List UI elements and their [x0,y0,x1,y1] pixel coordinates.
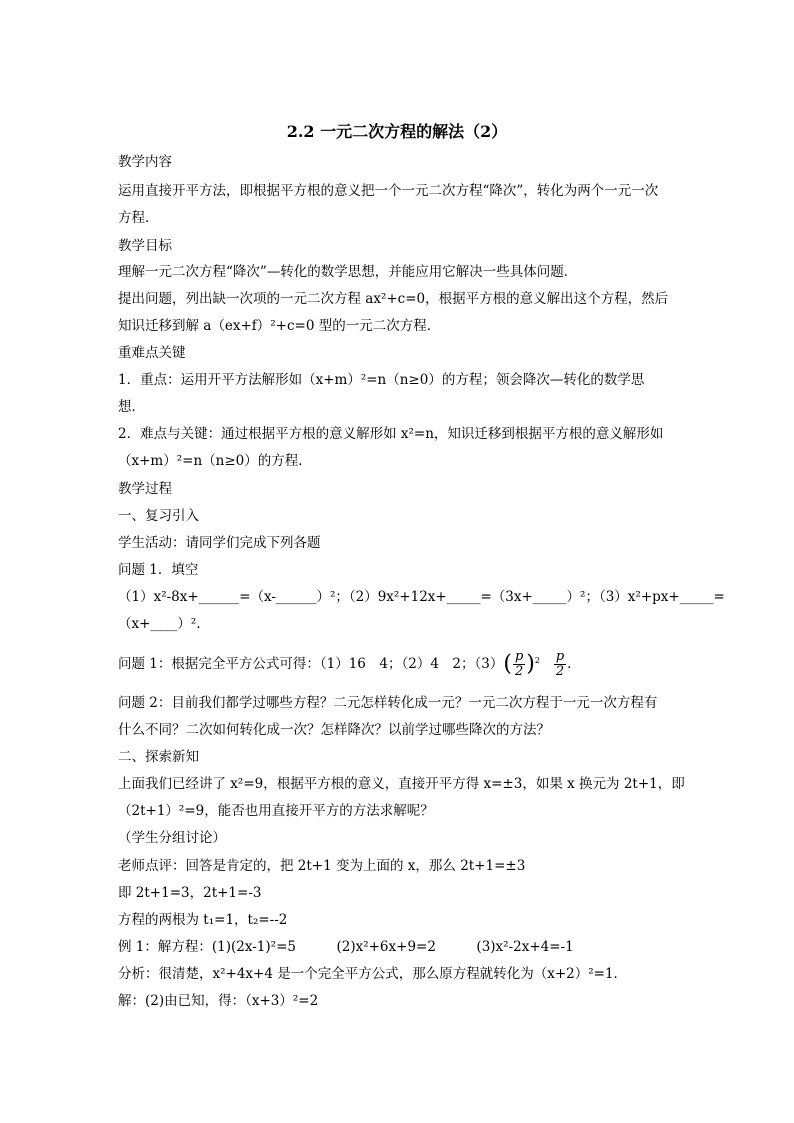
text-line: 例 1：解方程：(1)(2x-1)²=5 (2)x²+6x+9=2 (3)x²-2x+4=-1 [118,939,574,955]
fraction-p-over-2: $\frac{p}{2}$ [514,649,524,679]
text-line: 即 2t+1=3，2t+1=-3 [118,885,262,901]
heading-process: 教学过程 [118,481,172,497]
text-line: 解：(2)由已知，得：（x+3）²=2 [118,993,319,1009]
text-line: 提出问题，列出缺一次项的一元二次方程 ax²+c=0，根据平方根的意义解出这个方程，然后 [118,291,669,307]
text-line: 方程的两根为 t₁=1，t₂=--2 [118,912,288,928]
heading-goals: 教学目标 [118,238,172,254]
text-line: （2t+1）²=9，能否也用直接开平方的方法求解呢？ [118,803,434,819]
text-line: （学生分组讨论） [118,830,226,846]
answer-line: 问题 1：根据完全平方公式可得：（1）16 4；（2）4 2；（3）( $\frac{p}{2}$ )$^2$ $\frac{p}{2}$ . [118,649,572,679]
fraction-p-over-2: $\frac{p}{2}$ [555,649,565,679]
text-line: 老师点评：回答是肯定的，把 2t+1 变为上面的 x，那么 2t+1=±3 [118,858,526,874]
section-review: 一、复习引入 [118,508,199,524]
text-line: 分析：很清楚，x²+4x+4 是一个完全平方公式，那么原方程就转化为（x+2）²=1． [118,966,628,982]
text-line: 问题 2：目前我们都学过哪些方程？二元怎样转化成一元？一元二次方程于一元一次方程有 [118,695,658,711]
text-line: （1）x²-8x+______=（x-______）²；（2）9x²+12x+_____=（3x+_____）²；（3）x²+px+_____= [118,589,725,605]
text-line: （x+m）²=n（n≥0）的方程． [118,453,312,469]
left-paren: ( [503,651,512,677]
text-line: 方程． [118,210,159,226]
text-line: 想． [118,399,145,415]
section-explore: 二、探索新知 [118,749,199,765]
text-line: 上面我们已经讲了 x²=9，根据平方根的意义，直接开平方得 x=±3，如果 x 换元为 2t+1，即 [118,776,685,792]
text-line: 问题 1．填空 [118,562,199,578]
heading-key-points: 重难点关键 [118,345,186,361]
answer-text: 问题 1：根据完全平方公式可得：（1）16 4；（2）4 2；（3） [118,656,504,672]
text-line: （x+____）²． [118,616,210,632]
text-line: 什么不同？二次如何转化成一次？怎样降次？以前学过哪些降次的方法？ [118,722,550,738]
text-line: 2．难点与关键：通过根据平方根的意义解形如 x²=n，知识迁移到根据平方根的意义解形如 [118,426,664,442]
text-line: 知识迁移到解 a（ex+f）²+c=0 型的一元二次方程． [118,318,441,334]
heading-content: 教学内容 [118,154,172,170]
text-line: 运用直接开平方法，即根据平方根的意义把一个一元二次方程“降次”，转化为两个一元一次 [118,183,659,199]
text-line: 学生活动：请同学们完成下列各题 [118,535,321,551]
text-line: 1．重点：运用开平方法解形如（x+m）²=n（n≥0）的方程；领会降次—转化的数学思 [118,372,645,388]
right-paren: ) [526,651,535,677]
page-title: 2.2 一元二次方程的解法（2） [286,122,508,141]
text-line: 理解一元二次方程“降次”—转化的数学思想，并能应用它解决一些具体问题． [118,264,578,280]
